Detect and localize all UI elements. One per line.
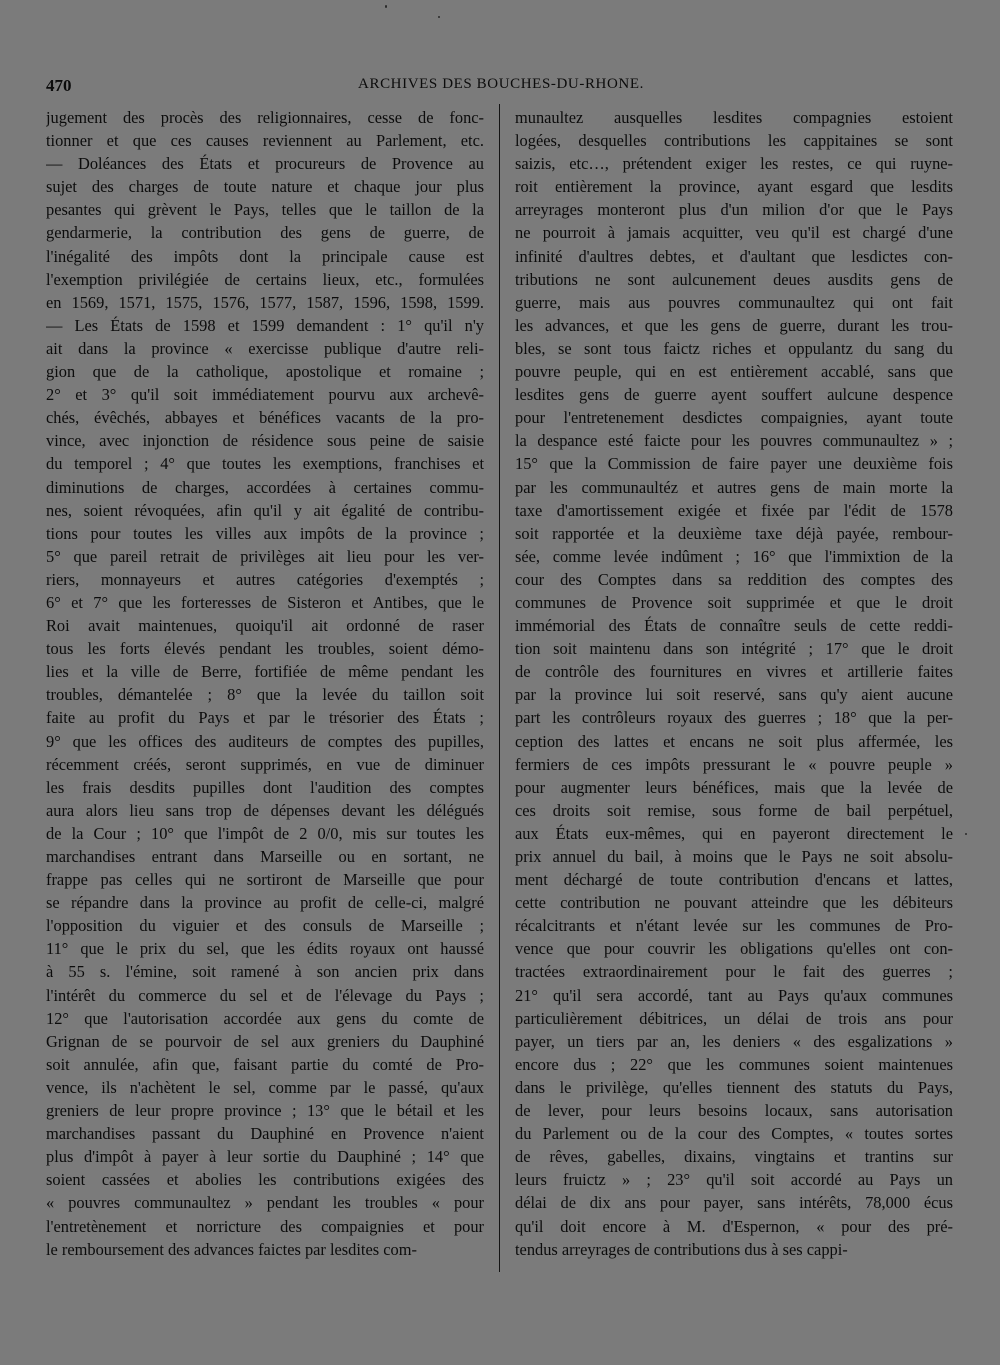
text-line: tous les forts élevés pendant les troubles, soient démo- [46, 639, 484, 659]
text-line: de contrôle des fournitures en vivres et artillerie faites [515, 662, 953, 682]
text-line: tionner et que ces causes reviennent au Parlement, etc. [46, 131, 484, 151]
text-line: pour augmenter leurs bénéfices, mais que la levée de [515, 777, 953, 797]
text-line: faite au profit du Pays et par le trésorier des États ; [46, 708, 484, 728]
text-line: — Les États de 1598 et 1599 demandent : 1° qu'il n'y [46, 315, 484, 335]
text-line: particulièrement débitrices, un délai de trois ans pour [515, 1008, 953, 1028]
text-line: l'inégalité des impôts dont la principale cause est [46, 246, 484, 266]
text-line: communes de Provence soit supprimée et que le droit [515, 592, 953, 612]
text-line: de la Cour ; 10° que l'impôt de 2 0/0, mis sur toutes les [46, 823, 484, 843]
text-line: sujet des charges de toute nature et chaque jour plus [46, 177, 484, 197]
text-line: le remboursement des advances faictes par lesdites com- [46, 1239, 417, 1259]
text-line: riers, monnayeurs et autres catégories d'exemptés ; [46, 569, 484, 589]
running-title: ARCHIVES DES BOUCHES-DU-RHONE. [358, 76, 644, 92]
text-line: vince, avec injonction de résidence sous peine de saisie [46, 431, 484, 451]
text-line: vence que pour couvrir les obligations qu'elles ont con- [515, 939, 953, 959]
text-line: fermiers de ces impôts pressurant le « pouvre peuple » [515, 754, 953, 774]
text-line: la despance esté faicte pour les pouvres communaultez » ; [515, 431, 953, 451]
text-line: greniers de leur propre province ; 13° que le bétail et les [46, 1101, 484, 1121]
text-line: tributions ne sont aulcunement deues ausdits gens de [515, 269, 953, 289]
print-speck [965, 833, 967, 835]
text-line: nes, soient révoquées, afin qu'il y ait égalité de contribu- [46, 500, 484, 520]
text-line: ces droits soit remise, sous forme de bail perpétuel, [515, 800, 953, 820]
text-line: immémorial des États de connaître seuls de cette reddi- [515, 616, 953, 636]
text-line: lies et la ville de Berre, fortifiée de même pendant les [46, 662, 484, 682]
text-line: tions pour toutes les villes aux impôts de la province ; [46, 523, 484, 543]
text-line: du Parlement ou de la cour des Comptes, « toutes sortes [515, 1124, 953, 1144]
text-column-right [515, 106, 953, 1261]
text-line: l'exemption privilégiée de certains lieux, etc., formulées [46, 269, 484, 289]
text-line: sée, comme levée indûment ; 16° que l'immixtion de la [515, 546, 953, 566]
text-line: arreyrages monteront plus d'un milion d'or que le Pays [515, 200, 953, 220]
text-line: lesdites gens de guerre ayent souffert aulcune despence [515, 385, 953, 405]
text-line: « pouvres communaultez » pendant les troubles « pour [46, 1193, 484, 1213]
text-line: tractées extraordinairement pour le fait des guerres ; [515, 962, 953, 982]
text-line: délai de dix ans pour payer, sans intérêts, 78,000 écus [515, 1193, 953, 1213]
text-line: du temporel ; 4° que toutes les exemptions, franchises et [46, 454, 484, 474]
column-divider [499, 104, 500, 1272]
text-line: vence, ils n'achètent le sel, comme par le passé, qu'aux [46, 1077, 484, 1097]
text-line: plus d'impôt à payer à leur sortie du Dauphiné ; 14° que [46, 1147, 484, 1167]
text-line: cette contribution ne pouvant atteindre que les débiteurs [515, 893, 953, 913]
print-speck [438, 16, 440, 18]
text-line: 6° et 7° que les forteresses de Sisteron et Antibes, que le [46, 592, 484, 612]
text-line: infinité d'aultres debtes, et d'aultant que lesdictes con- [515, 246, 953, 266]
text-line: gion que de la catholique, apostolique et romaine ; [46, 362, 484, 382]
text-line: à 55 s. l'émine, soit ramené à son ancien prix dans [46, 962, 484, 982]
text-line: encore dus ; 22° que les communes soient maintenues [515, 1054, 953, 1074]
text-line: taxe d'amortissement exigée et fixée par l'édit de 1578 [515, 500, 953, 520]
print-speck [385, 5, 387, 8]
text-line: tendus arreyrages de contributions dus à ses cappi- [515, 1239, 848, 1259]
text-column-left [46, 106, 484, 1261]
text-line: ne pourroit à jamais acquitter, veu qu'il est chargé d'une [515, 223, 953, 243]
text-line: récemment créés, seront supprimés, en vue de diminuer [46, 754, 484, 774]
text-line: l'intérêt du commerce du sel et de l'élevage du Pays ; [46, 985, 484, 1005]
text-line: frappe pas celles qui ne sortiront de Marseille que pour [46, 870, 484, 890]
text-line: marchandises passant du Dauphiné en Provence n'aient [46, 1124, 484, 1144]
text-line: pesantes qui grèvent le Pays, telles que le taillon de la [46, 200, 484, 220]
text-line: ception des lattes et encans ne soit plus affermée, les [515, 731, 953, 751]
text-line: les frais desdits pupilles dont l'audition des comptes [46, 777, 484, 797]
text-line: de rêves, gabelles, dixains, vingtains et trantins sur [515, 1147, 953, 1167]
text-line: 21° qu'il sera accordé, tant au Pays qu'aux communes [515, 985, 953, 1005]
text-line: guerre, mais aus pouvres communaultez qui ont fait [515, 292, 953, 312]
text-line: qu'il doit encore à M. d'Espernon, « pour des pré- [515, 1216, 953, 1236]
text-line: les advances, et que les gens de guerre, durant les trou- [515, 315, 953, 335]
text-line: 15° que la Commission de faire payer une deuxième fois [515, 454, 953, 474]
text-line: ait dans la province « exercisse publique d'autre reli- [46, 338, 484, 358]
text-line: pour l'entretenement desdictes compaignies, ayant toute [515, 408, 953, 428]
text-line: aura alors lieu sans trop de dépenses devant les délégués [46, 800, 484, 820]
text-line: gendarmerie, la contribution des gens de guerre, de [46, 223, 484, 243]
text-line: par la province lui soit reservé, sans qu'y aient aucune [515, 685, 953, 705]
text-line: l'opposition du viguier et des consuls de Marseille ; [46, 916, 484, 936]
text-line: soit annulée, afin que, faisant partie du comté de Pro- [46, 1054, 484, 1074]
text-line: roit entièrement la province, ayant esgard que lesdits [515, 177, 953, 197]
text-line: jugement des procès des religionnaires, cesse de fonc- [46, 108, 484, 127]
text-line: troubles, démantelée ; 8° que la levée du taillon soit [46, 685, 484, 705]
text-line: 5° que pareil retrait de privilèges ait lieu pour les ver- [46, 546, 484, 566]
text-line: l'entretènement et norricture des compaignies et pour [46, 1216, 484, 1236]
text-line: prix annuel du bail, à moins que le Pays ne soit absolu- [515, 847, 953, 866]
text-line: soit rapportée et la deuxième taxe déjà payée, rembour- [515, 523, 953, 543]
text-line: 12° que l'autorisation accordée aux gens du comte de [46, 1008, 484, 1028]
text-line: 9° que les offices des auditeurs de comptes des pupilles, [46, 731, 484, 751]
text-line: chés, évêchés, abbayes et bénéfices vacants de la pro- [46, 408, 484, 428]
text-line: marchandises entrant dans Marseille ou en sortant, ne [46, 847, 484, 866]
text-line: munaultez ausquelles lesdites compagnies estoient [515, 108, 953, 127]
text-line: en 1569, 1571, 1575, 1576, 1577, 1587, 1596, 1598, 1599. [46, 292, 484, 312]
text-line: aux États eux-mêmes, qui en payeront directement le [515, 823, 953, 843]
text-line: saizis, etc…, prétendent exiger les restes, ce qui ruyne- [515, 154, 953, 174]
text-line: récalcitrants et n'étant levée sur les communes de Pro- [515, 916, 953, 936]
text-line: pouvre peuple, qui en est entièrement accablé, sans que [515, 362, 953, 382]
text-line: Roi avait maintenues, quoiqu'il ait ordonné de raser [46, 616, 484, 636]
text-line: ment déchargé de toute contribution d'encans et lattes, [515, 870, 953, 890]
text-line: cour des Comptes dans sa reddition des comptes des [515, 569, 953, 589]
text-line: 11° que le prix du sel, que les édits royaux ont haussé [46, 939, 484, 959]
text-line: diminutions de charges, accordées à certaines commu- [46, 477, 484, 497]
text-line: par les communaultéz et autres gens de main morte la [515, 477, 953, 497]
page-header [46, 76, 956, 102]
text-line: Grignan de se pourvoir de sel aux greniers du Dauphiné [46, 1031, 484, 1051]
text-line: dans le privilège, qu'elles tiennent des statuts du Pays, [515, 1077, 953, 1097]
text-line: payer, un tiers par an, les deniers « des esgalizations » [515, 1031, 953, 1051]
text-line: logées, desquelles contributions les cappitaines se sont [515, 131, 953, 151]
page-number: 470 [46, 76, 72, 95]
text-line: se répandre dans la province au profit de celle-ci, malgré [46, 893, 484, 913]
text-line: 2° et 3° qu'il soit immédiatement pourvu aux archevê- [46, 385, 484, 405]
text-line: soient cassées et abolies les contributions exigées des [46, 1170, 484, 1190]
text-line: — Doléances des États et procureurs de Provence au [46, 154, 484, 174]
text-line: part les contrôleurs royaux des guerres ; 18° que la per- [515, 708, 953, 728]
text-line: tion soit maintenu dans son intégrité ; 17° que le droit [515, 639, 953, 659]
text-line: leurs fruictz » ; 23° qu'il soit accordé au Pays un [515, 1170, 953, 1190]
text-line: de lever, pour leurs besoins locaux, sans autorisation [515, 1101, 953, 1121]
text-line: bles, se sont tous faictz riches et oppulantz du sang du [515, 338, 953, 358]
